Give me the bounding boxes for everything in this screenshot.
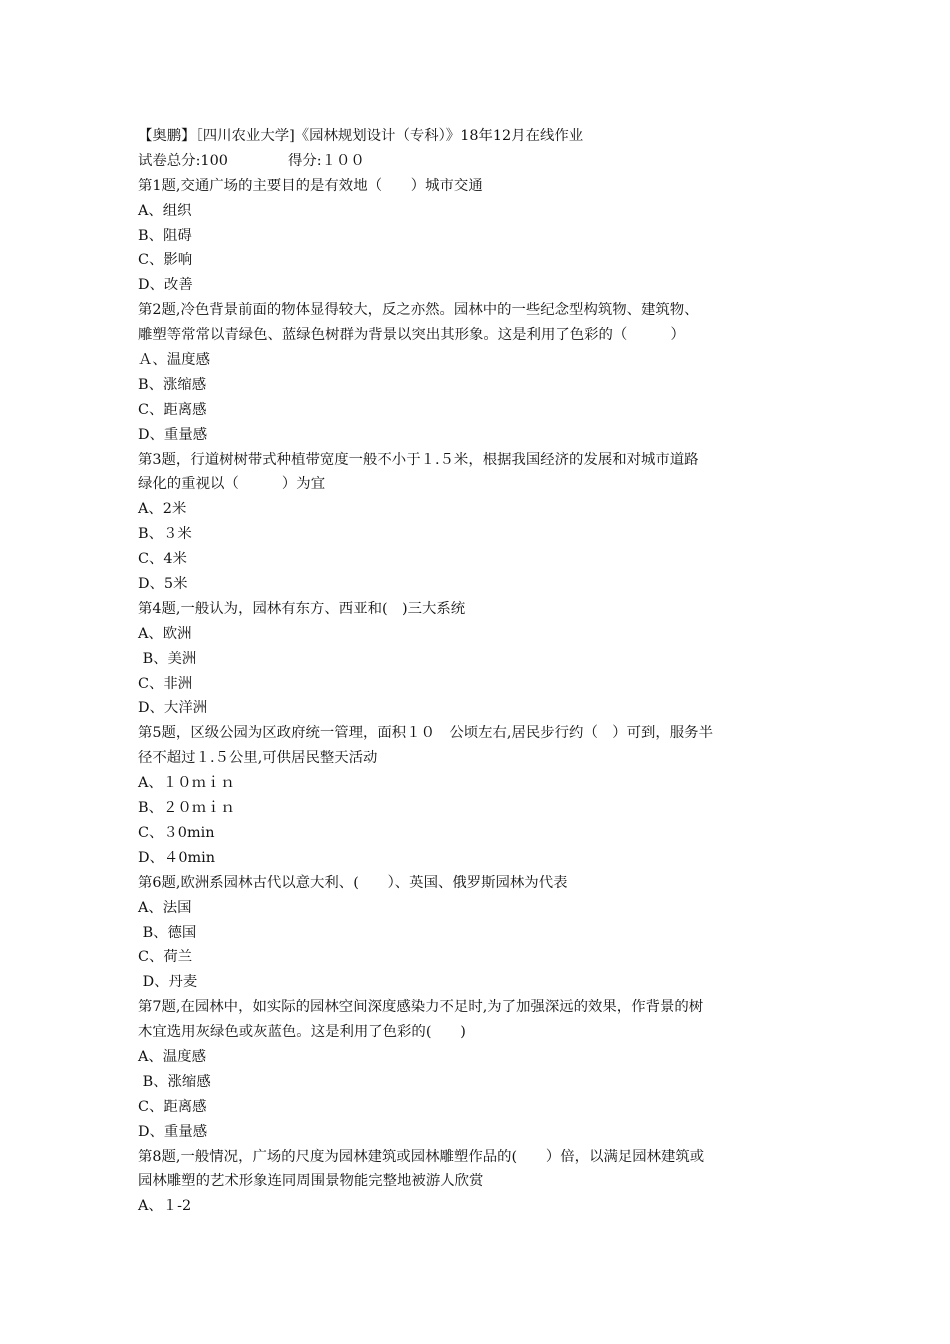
question-6 <box>138 871 818 995</box>
document-page <box>138 124 818 1219</box>
question-5 <box>138 721 818 870</box>
obtained-score: 得分:１００ <box>288 152 365 169</box>
question-stem-line: 木宜选用灰绿色或灰蓝色。这是利用了色彩的( ) <box>138 1024 466 1041</box>
question-stem-line: 园林雕塑的艺术形象连同周围景物能完整地被游人欣赏 <box>138 1173 484 1190</box>
answer-option: D、４0min <box>138 849 215 866</box>
answer-option: D、5米 <box>138 576 188 593</box>
answer-option: A、2米 <box>138 501 187 518</box>
answer-option: D、重量感 <box>138 426 208 443</box>
question-stem-line: 第1题,交通广场的主要目的是有效地（ ）城市交通 <box>138 177 483 194</box>
question-stem-line: 第4题,一般认为，园林有东方、西亚和( )三大系统 <box>138 600 466 617</box>
question-stem-line: 第3题，行道树树带式种植带宽度一般不小于１.５米，根据我国经济的发展和对城市道路 <box>138 451 699 468</box>
answer-option: C、非洲 <box>138 675 193 692</box>
document-title: 【奥鹏】［四川农业大学]《园林规划设计（专科）》18年12月在线作业 <box>138 128 584 144</box>
question-stem-line: 第6题,欧洲系园林古代以意大利、( ）、英国、俄罗斯园林为代表 <box>138 874 568 891</box>
question-8 <box>138 1145 818 1220</box>
answer-option: A、温度感 <box>138 1048 206 1065</box>
answer-option: C、4米 <box>138 551 187 568</box>
answer-option: D、重量感 <box>138 1123 208 1140</box>
answer-option: C、影响 <box>138 252 193 269</box>
answer-option: B、阻碍 <box>138 227 192 244</box>
score-row <box>138 149 818 174</box>
answer-option: D、改善 <box>138 277 193 294</box>
answer-option: B、涨缩感 <box>138 376 207 393</box>
answer-option: B、２０ｍｉｎ <box>138 800 235 817</box>
answer-option: A、１０ｍｉｎ <box>138 775 235 792</box>
answer-option: A、组织 <box>138 202 192 219</box>
question-2 <box>138 298 818 447</box>
answer-option: C、距离感 <box>138 1098 207 1115</box>
question-stem-line: 第2题,冷色背景前面的物体显得较大，反之亦然。园林中的一些纪念型构筑物、建筑物、 <box>138 302 699 319</box>
answer-option: B、德国 <box>138 924 197 941</box>
answer-option: D、大洋洲 <box>138 700 208 717</box>
question-stem-line: 第5题，区级公园为区政府统一管理，面积１０ 公顷左右,居民步行约（ ）可到，服务半 <box>138 725 713 742</box>
answer-option: B、美洲 <box>138 650 197 667</box>
answer-option: D、丹麦 <box>138 974 198 991</box>
question-list <box>138 174 818 1219</box>
question-stem-line: 径不超过１.５公里,可供居民整天活动 <box>138 750 378 767</box>
question-4 <box>138 597 818 721</box>
question-stem-line: 第7题,在园林中，如实际的园林空间深度感染力不足时,为了加强深远的效果，作背景的树 <box>138 999 704 1016</box>
answer-option: B、３米 <box>138 526 192 543</box>
answer-option: Ａ、温度感 <box>138 352 210 369</box>
question-stem-line: 绿化的重视以（ ）为宜 <box>138 476 326 493</box>
answer-option: A、欧洲 <box>138 625 192 642</box>
question-7 <box>138 995 818 1144</box>
total-score: 试卷总分:100 <box>138 152 228 169</box>
question-stem-line: 第8题,一般情况，广场的尺度为园林建筑或园林雕塑作品的( ）倍，以满足园林建筑或 <box>138 1148 705 1165</box>
answer-option: C、荷兰 <box>138 949 193 966</box>
answer-option: A、法国 <box>138 899 192 916</box>
answer-option: A、１-2 <box>138 1198 192 1215</box>
question-3 <box>138 448 818 597</box>
answer-option: C、距离感 <box>138 401 207 418</box>
question-stem-line: 雕塑等常常以青绿色、蓝绿色树群为背景以突出其形象。这是利用了色彩的（ ） <box>138 327 685 344</box>
answer-option: B、涨缩感 <box>138 1073 211 1090</box>
answer-option: C、３0min <box>138 824 215 841</box>
question-1 <box>138 174 818 298</box>
